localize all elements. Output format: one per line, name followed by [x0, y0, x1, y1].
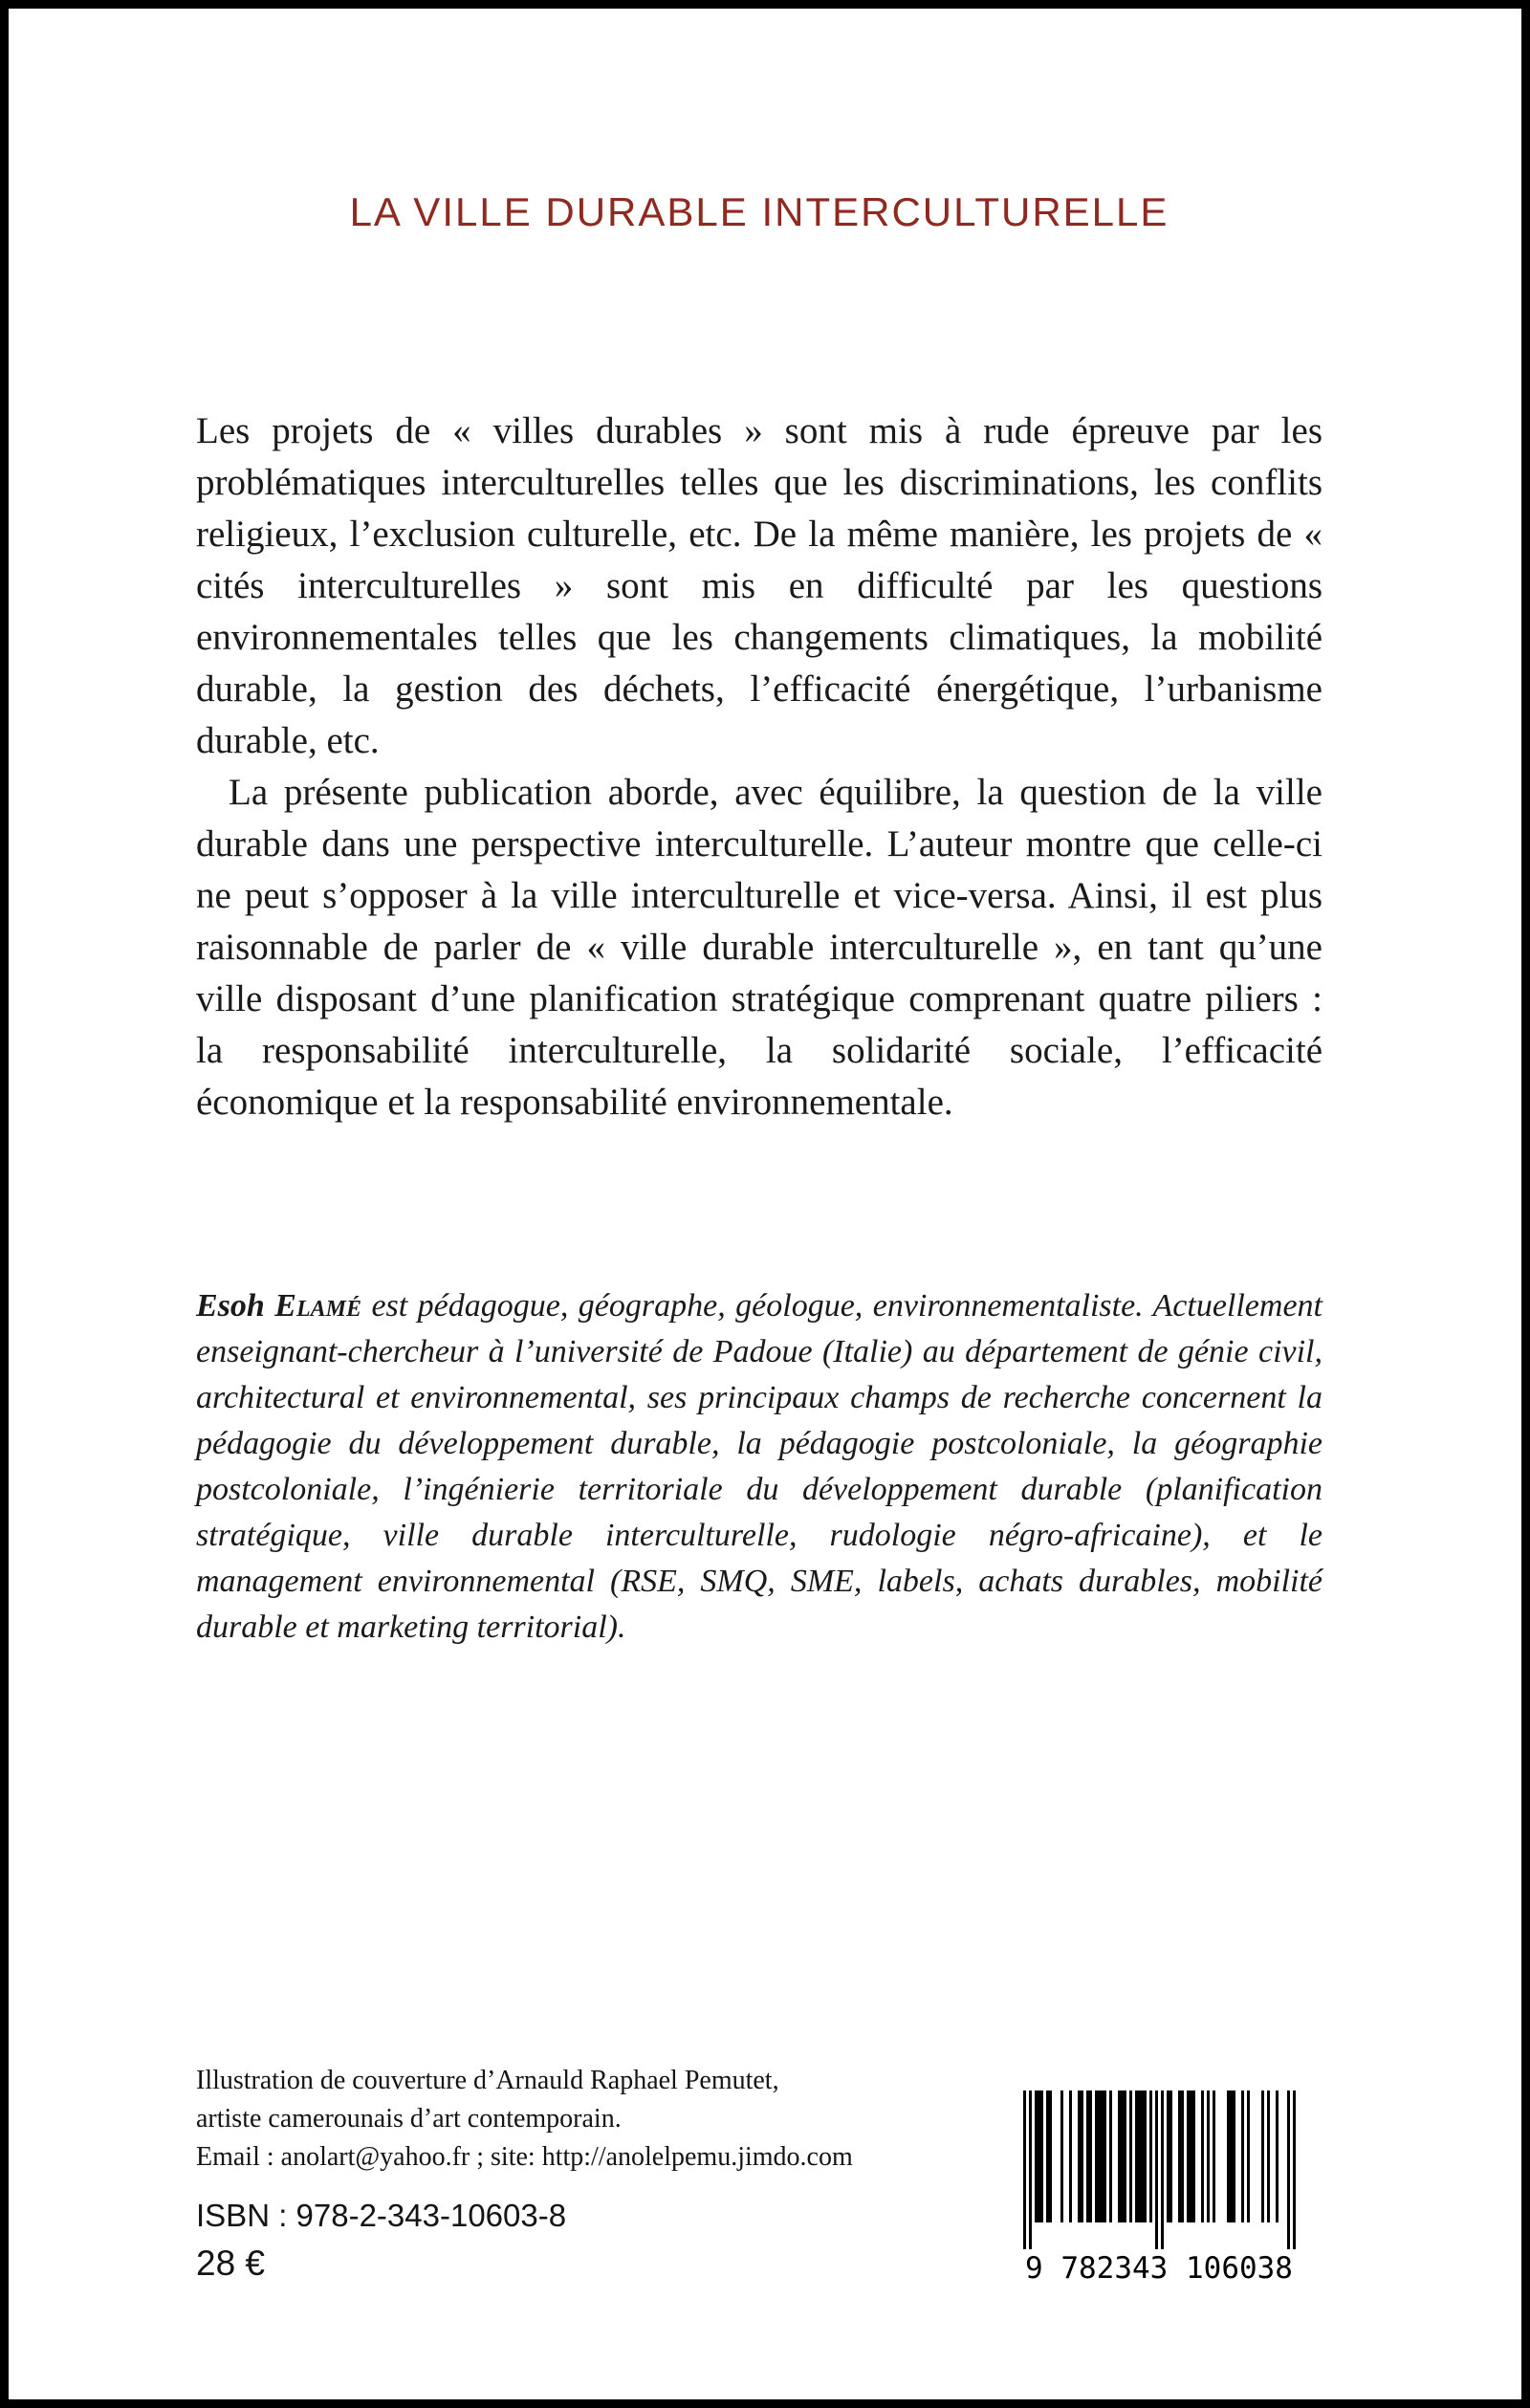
- author-bio-text: est pédagogue, géographe, géologue, environnementaliste. Actuellement enseignant-chercheur à l’université de Padoue (Italie) au département de génie civil, architectural et environnemental, ses principaux champs de recherche concernent la pédagogie du développement durable, la pédagogie postcoloniale, la géographie postcoloniale, l’ingénierie territoriale du développement durable (planification stratégique, ville durable interculturelle, rudologie négro-africaine), et le management environnemental (RSE, SMQ, SME, labels, achats durables, mobilité durable et marketing territorial).: [196, 1288, 1322, 1645]
- barcode: [1016, 2091, 1302, 2296]
- author-bio: [196, 1283, 1322, 1651]
- credits-line-1: Illustration de couverture d’Arnauld Raphael Pemutet,: [196, 2066, 779, 2095]
- credits-line-2: artiste camerounais d’art contemporain.: [196, 2104, 622, 2134]
- book-title: LA VILLE DURABLE INTERCULTURELLE: [349, 189, 1169, 234]
- author-last-name: Elamé: [274, 1288, 361, 1324]
- illustration-credits: [196, 2062, 853, 2177]
- synopsis-paragraph-2: La présente publication aborde, avec équilibre, la question de la ville durable dans une perspective interculturelle. L’auteur montre que celle-ci ne peut s’opposer à la ville interculturelle et vice-versa. Ainsi, il est plus raisonnable de parler de « ville durable interculturelle », en tant qu’une ville disposant d’une planification stratégique comprenant quatre piliers : la responsabilité interculturelle, la solidarité sociale, l’efficacité économique et la responsabilité environnementale.: [196, 772, 1322, 1123]
- synopsis-block: [196, 405, 1322, 1128]
- barcode-bars-icon: [1023, 2091, 1296, 2251]
- synopsis-paragraph-1: Les projets de « villes durables » sont mis à rude épreuve par les problématiques interculturelles telles que les discriminations, les conflits religieux, l’exclusion culturelle, etc. De la même manière, les projets de « cités interculturelles » sont mis en difficulté par les questions environnementales telles que les changements climatiques, la mobilité durable, la gestion des déchets, l’efficacité énergétique, l’urbanisme durable, etc.: [196, 410, 1322, 761]
- price-text: 28 €: [196, 2244, 266, 2283]
- barcode-digits: 9 782343 106038: [1025, 2251, 1293, 2286]
- credits-line-3: Email : anolart@yahoo.fr ; site: http://anolelpemu.jimdo.com: [196, 2142, 853, 2172]
- author-first-name: Esoh: [196, 1288, 275, 1324]
- isbn-text: ISBN : 978-2-343-10603-8: [196, 2198, 567, 2233]
